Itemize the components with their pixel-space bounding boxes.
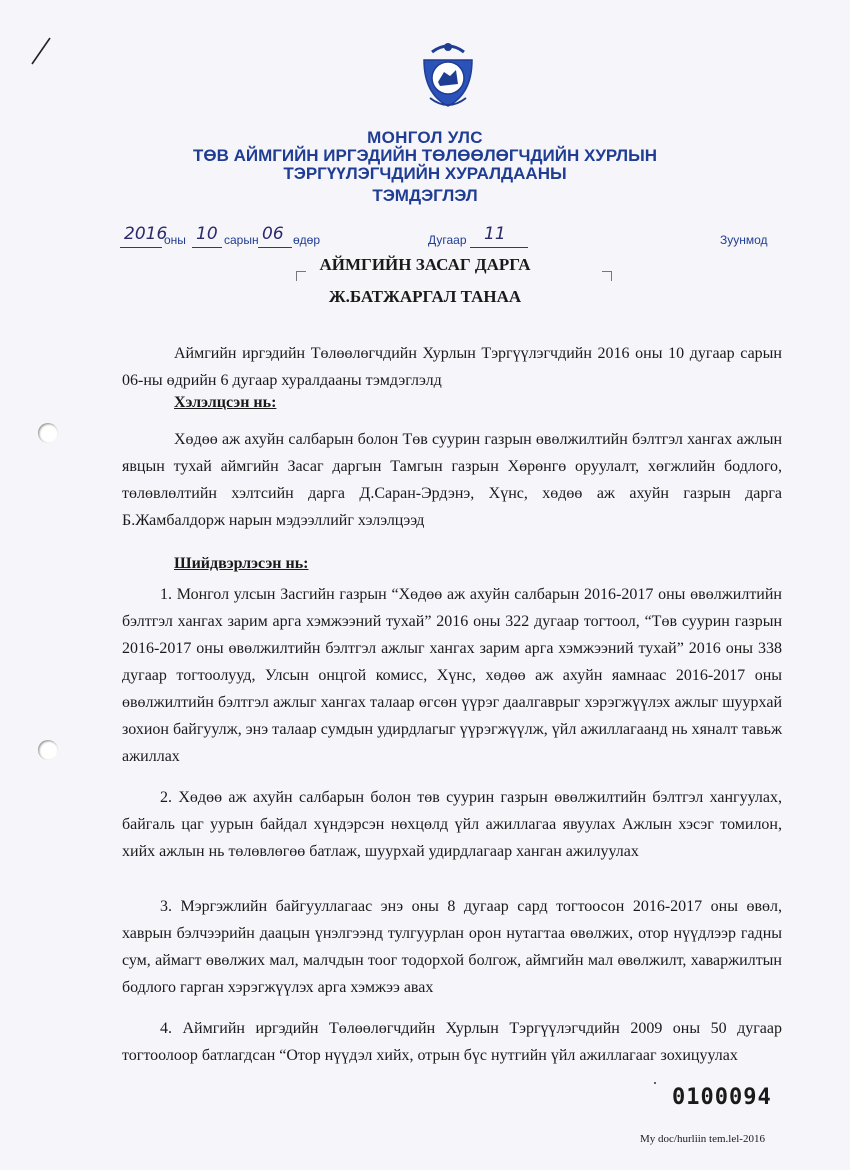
intro-paragraph: Аймгийн иргэдийн Төлөөлөгчдийн Хурлын Тэргүүлэгчдийн 2016 оны 10 дугаар сарын 06-ны өдрийн 6 дугаар хуралдааны тэмдэглэлд	[122, 345, 782, 389]
pen-mark-icon	[30, 36, 52, 66]
organization-line-1: ТӨВ АЙМГИЙН ИРГЭДИЙН ТӨЛӨӨЛӨГЧДИЙН ХУРЛЫН	[192, 146, 658, 165]
decision-item-3: 3. Мэргэжлийн байгууллагаас энэ оны 8 дугаар сард тогтоосон 2016-2017 оны өвөл, хаврын бэлчээрийн даацын үнэлгээнд тулгуурлан орон нутагтаа өвөлжих, отор нүүдлээр гадны сум, аймагт өвөлжих мал, малчдын тоог тодорхой болгож, аймгийн мал өвөлжилт, хаваржилтын бодлого гарган хэрэгжүүлэх арга хэмжээ авах	[122, 898, 782, 996]
serial-number-stamp: 0100094	[672, 1085, 772, 1110]
country-name: МОНГОЛ УЛС	[367, 128, 483, 147]
year-label: оны	[164, 233, 186, 247]
punch-hole-bottom	[38, 740, 58, 760]
date-year: 2016	[124, 224, 168, 244]
number-label: Дугаар	[428, 233, 467, 247]
date-month: 10	[196, 224, 218, 244]
punch-hole-top	[38, 423, 58, 443]
addressee-name: Ж.БАТЖАРГАЛ ТАНАА	[328, 287, 522, 306]
date-day: 06	[262, 224, 284, 244]
organization-line-2: ТЭРГҮҮЛЭГЧДИЙН ХУРАЛДААНЫ	[283, 164, 567, 183]
day-label: өдөр	[293, 233, 321, 247]
discussed-heading: Хэлэлцсэн нь:	[174, 394, 277, 411]
document-type: ТЭМДЭГЛЭЛ	[372, 186, 478, 205]
addressee-title: АЙМГИЙН ЗАСАГ ДАРГА	[319, 255, 531, 274]
state-emblem-icon	[418, 40, 478, 112]
decided-heading: Шийдвэрлэсэн нь:	[174, 555, 309, 572]
discussed-paragraph: Хөдөө аж ахуйн салбарын болон Төв суурин газрын өвөлжилтийн бэлтгэл хангах ажлын явцын тухай аймгийн Засаг даргын Тамгын газрын Хөрөнгө оруулалт, хөгжлийн бодлого, төлөвлөлтийн хэлтсийн дарга Д.Саран-Эрдэнэ, Хүнс, хөдөө аж ахуйн газрын дарга Б.Жамбалдорж нарын мэдээллийг хэлэлцээд	[122, 431, 782, 529]
dateline	[0, 224, 850, 252]
month-label: сарын	[224, 233, 259, 247]
decision-item-2: 2. Хөдөө аж ахуйн салбарын болон төв суурин газрын өвөлжилтийн бэлтгэл хангуулах, байгаль цаг уурын байдал хүндэрсэн нөхцөлд үйл ажиллагаа явуулах Ажлын хэсэг томилон, хийх ажлын нь төлөвлөгөө батлаж, шуурхай удирдлагаар ханган ажилуулах	[122, 789, 782, 860]
footer-file-path: My doc/hurliin tem.lel-2016	[640, 1133, 765, 1145]
place-name: Зуунмод	[720, 233, 768, 247]
decision-item-1: 1. Монгол улсын Засгийн газрын “Хөдөө аж ахуйн салбарын 2016-2017 оны өвөлжилтийн бэлтгэл хангах зарим арга хэмжээний тухай” 2016 оны 322 дугаар тогтоол, “Төв суурин газрын 2016-2017 оны өвөлжилтийн бэлтгэл ажлыг хангах зарим арга хэмжээний тухай” 2016 оны 338 дугаар тогтоолууд, Улсын онцгой комисс, Хүнс, хөдөө аж ахуйн яамнаас 2016-2017 оны өвөлжилтийн бэлтгэл ажлыг хангах талаар өгсөн үүрэг даалгаврыг хэрэгжүүлэх ажлыг шуурхай зохион байгуулж, энэ талаар сумдын удирдлагыг үүрэгжүүлж, үйл ажиллагаанд нь хяналт тавьж ажиллах	[122, 586, 782, 765]
decision-item-4: 4. Аймгийн иргэдийн Төлөөлөгчдийн Хурлын Тэргүүлэгчдийн 2009 оны 50 дугаар тогтоолоор батлагдсан “Отор нүүдэл хийх, отрын бүс нутгийн үйл ажиллагааг зохицуулах	[122, 1020, 782, 1064]
document-number: 11	[484, 224, 506, 244]
ink-dot	[654, 1082, 656, 1084]
